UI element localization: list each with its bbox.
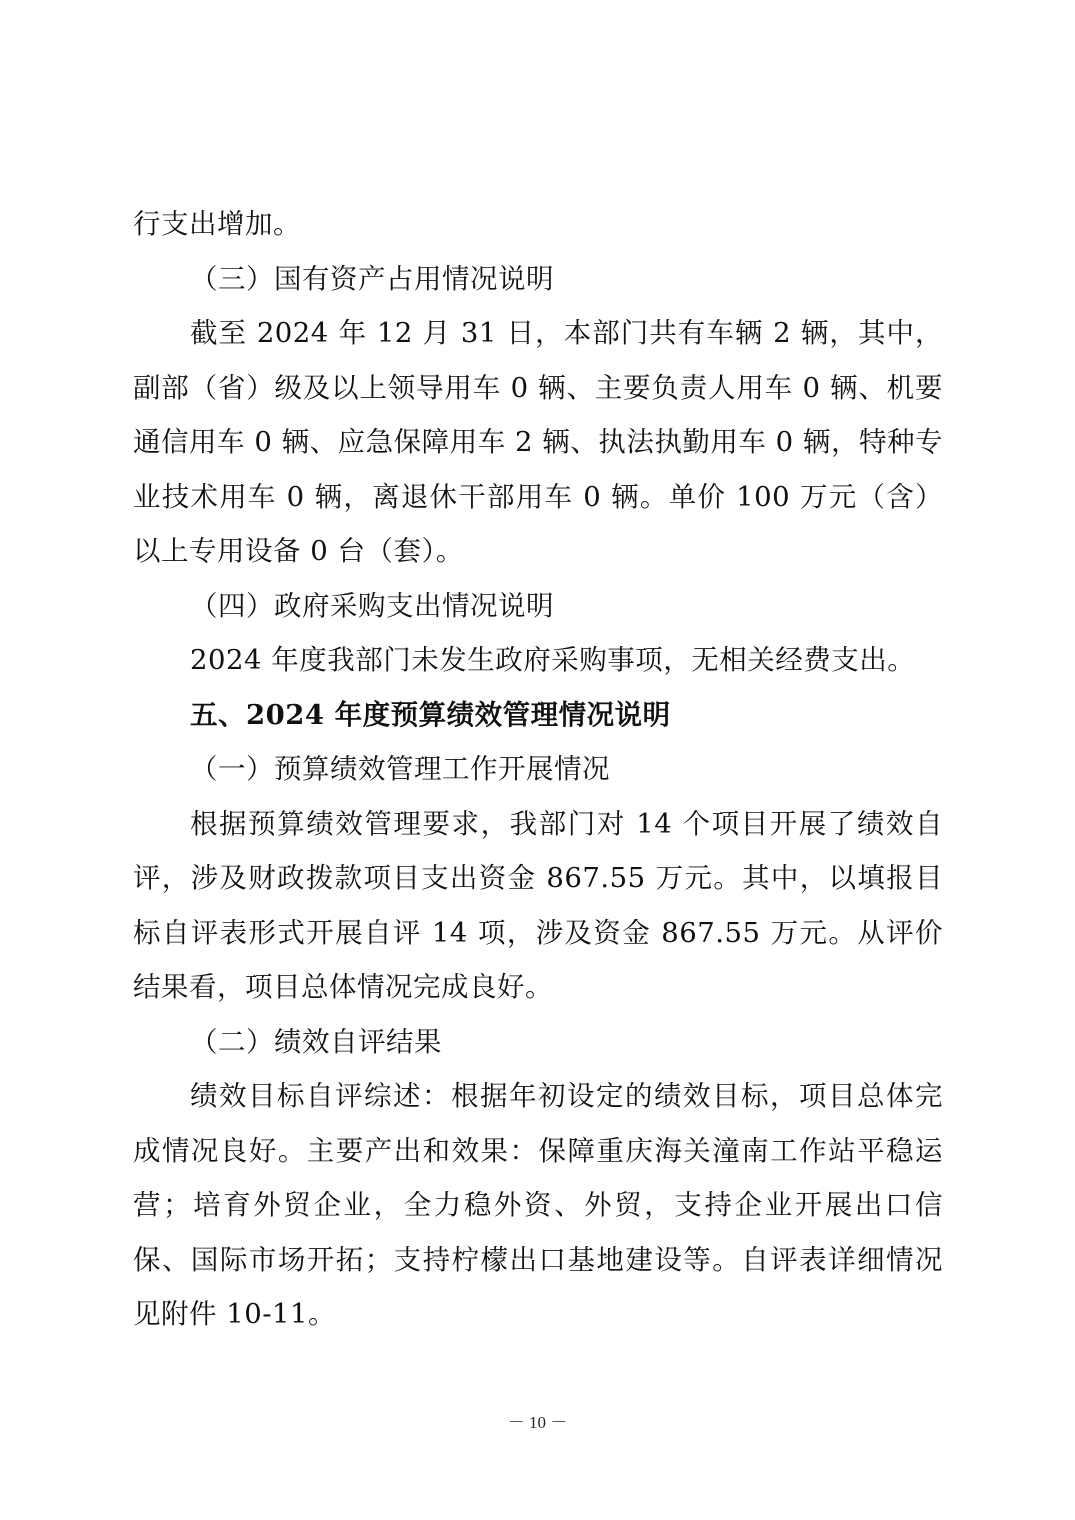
page-number: － 10 －	[507, 1413, 568, 1432]
section-heading-performance: 五、2024 年度预算绩效管理情况说明	[190, 698, 671, 731]
subheading-state-assets: （三）国有资产占用情况说明	[190, 262, 554, 295]
paragraph-continuation: 行支出增加。	[133, 208, 301, 240]
subheading-self-evaluation: （二）绩效自评结果	[190, 1025, 442, 1058]
subheading-performance-work: （一）预算绩效管理工作开展情况	[190, 753, 610, 785]
paragraph-performance-work: 根据预算绩效管理要求，我部门对 14 个项目开展了绩效自评，涉及财政拨款项目支出资金 867.55 万元。其中，以填报目标自评表形式开展自评 14 项，涉及资金 867.55 万元。从评价结果看，项目总体情况完成良好。	[133, 807, 943, 1003]
document-body	[133, 197, 943, 1342]
paragraph-self-evaluation: 绩效目标自评综述：根据年初设定的绩效目标，项目总体完成情况良好。主要产出和效果：保障重庆海关潼南工作站平稳运营；培育外贸企业，全力稳外资、外贸，支持企业开展出口信保、国际市场开拓；支持柠檬出口基地建设等。自评表详细情况见附件 10-11。	[133, 1080, 943, 1330]
paragraph-procurement: 2024 年度我部门未发生政府采购事项，无相关经费支出。	[190, 644, 916, 676]
subheading-government-procurement: （四）政府采购支出情况说明	[190, 589, 554, 622]
paragraph-vehicles: 截至 2024 年 12 月 31 日，本部门共有车辆 2 辆，其中，副部（省）级及以上领导用车 0 辆、主要负责人用车 0 辆、机要通信用车 0 辆、应急保障用车 2 辆、执法执勤用车 0 辆，特种专业技术用车 0 辆，离退休干部用车 0 辆。单价 100 万元（含）以上专用设备 0 台（套）。	[133, 317, 943, 567]
